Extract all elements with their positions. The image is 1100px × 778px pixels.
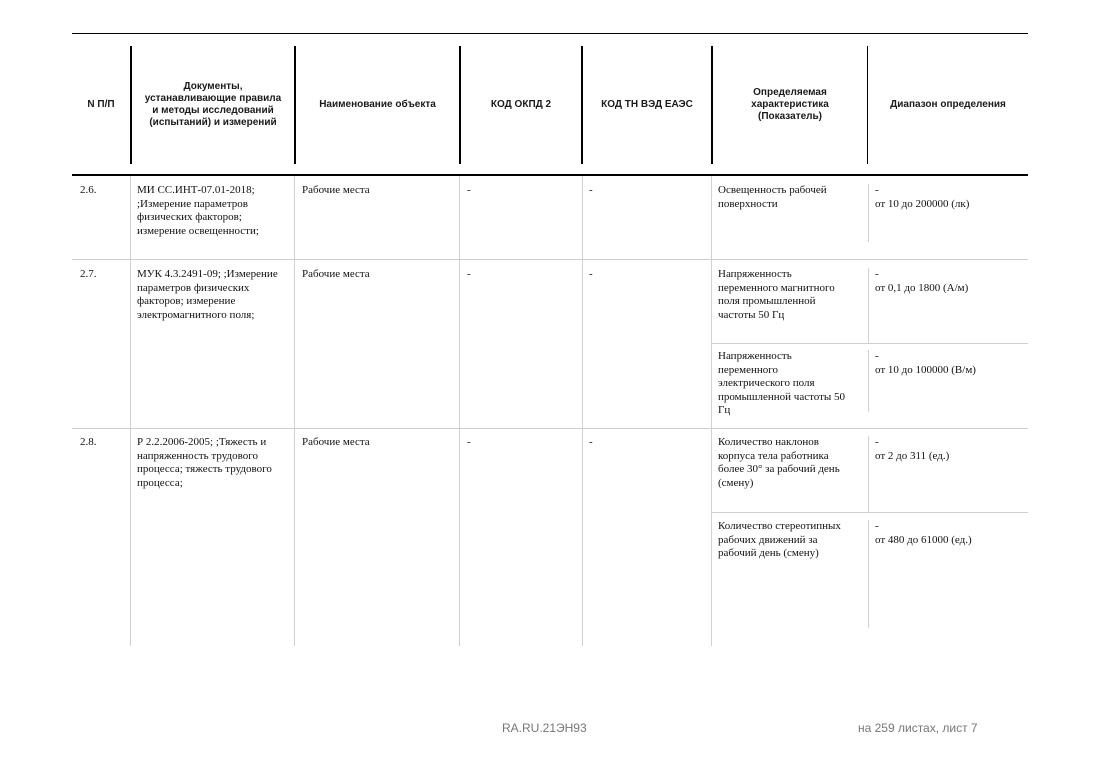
range-cell: - от 10 до 200000 (лк) <box>875 184 970 210</box>
tnved-cell: - <box>589 268 593 280</box>
row-number: 2.6. <box>80 184 97 196</box>
header-okpd: КОД ОКПД 2 <box>490 99 552 110</box>
document-cell: МИ СС.ИНТ-07.01-2018; ;Измерение параметров физических факторов; измерение освещенности; <box>137 184 259 237</box>
page-counter: на 259 листах, лист 7 <box>858 721 978 735</box>
row-separator <box>711 512 1028 513</box>
document-cell: МУК 4.3.2491-09; ;Измерение параметров физических факторов; измерение электромагнитного поля; <box>137 268 278 321</box>
row-separator <box>72 259 1028 260</box>
range-separator <box>868 520 869 628</box>
header-num: N П/П <box>87 99 115 110</box>
table-top-border <box>72 33 1028 34</box>
range-cell: - от 10 до 100000 (В/м) <box>875 350 976 376</box>
object-cell: Рабочие места <box>302 268 370 280</box>
header-documents: Документы, устанавливающие правила и методы исследований (испытаний) и измерений <box>144 81 282 128</box>
range-cell: - от 2 до 311 (ед.) <box>875 436 950 462</box>
row-separator <box>711 343 1028 344</box>
range-separator <box>868 268 869 343</box>
characteristic-cell: Напряженность переменного электрического поля промышленной частоты 50 Гц <box>718 350 846 416</box>
body-separator <box>459 176 460 646</box>
row-separator <box>72 428 1028 429</box>
okpd-cell: - <box>467 184 471 196</box>
header-range: Диапазон определения <box>890 99 1006 110</box>
header-characteristic: Определяемая характеристика (Показатель) <box>751 87 829 122</box>
object-cell: Рабочие места <box>302 184 370 196</box>
characteristic-cell: Освещенность рабочей поверхности <box>718 184 827 210</box>
body-separator <box>130 176 131 646</box>
characteristic-cell: Напряженность переменного магнитного поля промышленной частоты 50 Гц <box>718 268 835 321</box>
object-cell: Рабочие места <box>302 436 370 448</box>
tnved-cell: - <box>589 184 593 196</box>
header-object: Наименование объекта <box>319 99 436 110</box>
range-cell: - от 0,1 до 1800 (А/м) <box>875 268 969 294</box>
okpd-cell: - <box>467 436 471 448</box>
range-separator <box>868 350 869 412</box>
body-separator <box>711 176 712 646</box>
document-cell: Р 2.2.2006-2005; ;Тяжесть и напряженность трудового процесса; тяжесть трудового процесса; <box>137 436 272 489</box>
characteristic-cell: Количество стереотипных рабочих движений за рабочий день (смену) <box>718 520 841 559</box>
okpd-cell: - <box>467 268 471 280</box>
body-separator <box>294 176 295 646</box>
characteristic-cell: Количество наклонов корпуса тела работника более 30° за рабочий день (смену) <box>718 436 840 489</box>
accreditation-code: RA.RU.21ЭН93 <box>502 721 587 735</box>
range-separator <box>868 436 869 512</box>
range-cell: - от 480 до 61000 (ед.) <box>875 520 972 546</box>
body-separator <box>582 176 583 646</box>
row-number: 2.7. <box>80 268 97 280</box>
range-separator <box>868 184 869 242</box>
header-bottom-border <box>72 174 1028 176</box>
row-number: 2.8. <box>80 436 97 448</box>
header-tnved: КОД ТН ВЭД ЕАЭС <box>601 99 693 110</box>
tnved-cell: - <box>589 436 593 448</box>
